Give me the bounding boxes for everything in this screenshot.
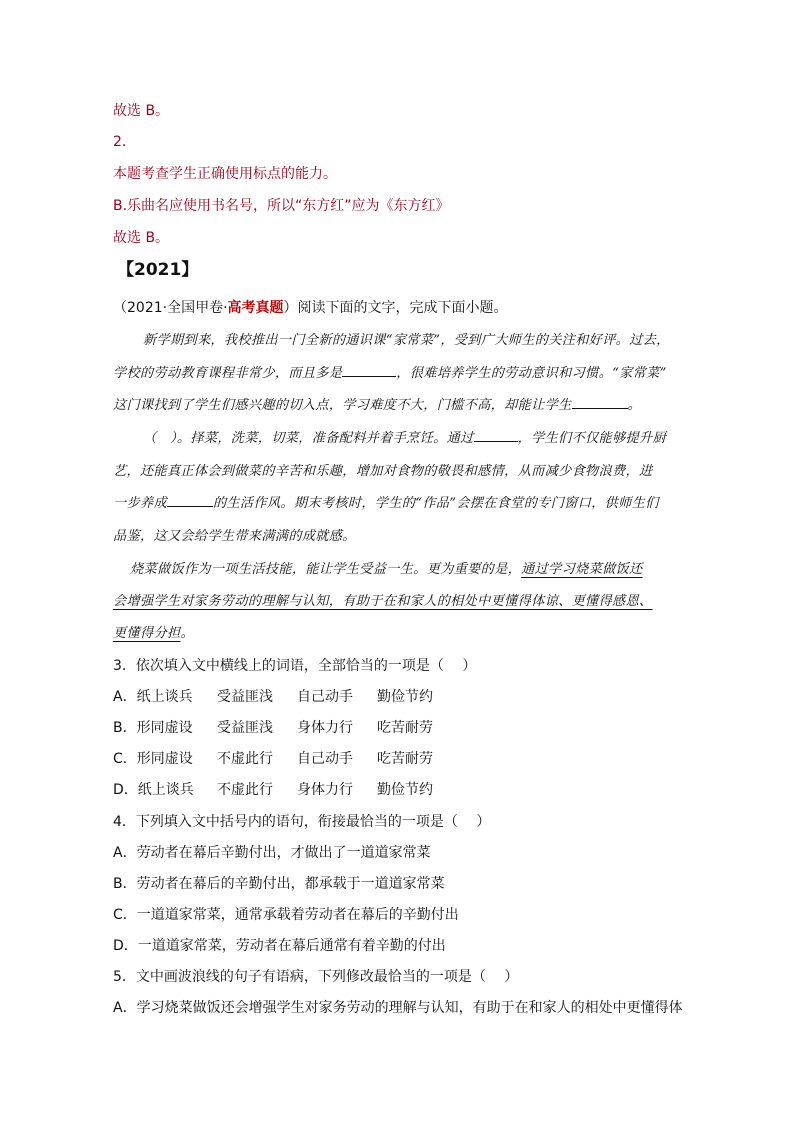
question-5-stem: 5．文中画波浪线的句子有语病，下列修改最恰当的一项是（ ）: [113, 969, 519, 985]
wavy-underlined-sentence: 通过学习烧菜做饭还: [521, 562, 643, 577]
passage-text: 的生活作风。期末考核时，学生的“作品”会摆在食堂的专门窗口，供师生们: [212, 496, 659, 511]
option-term: 身体力行: [297, 720, 353, 736]
passage-text: ，学生们不仅能够提升厨: [517, 431, 666, 446]
passage-text: 。: [180, 626, 194, 641]
question-3-option-a: [113, 687, 433, 707]
intro-prefix: （2021·全国甲卷·: [113, 300, 228, 316]
passage-p2-line3: [113, 494, 659, 514]
answer-conclusion-2: 故选 B。: [113, 230, 170, 246]
passage-text: 这门课找到了学生们感兴趣的切入点，学习难度不大，门槛不高，却能让学生: [113, 398, 572, 413]
passage-p2-line4: 品鉴，这又会给学生带来满满的成就感。: [113, 529, 356, 544]
passage-text: 。: [627, 398, 642, 413]
option-term: 吃苦耐劳: [377, 720, 433, 736]
question-4-option-b: B．劳动者在幕后的辛勤付出，都承载于一道道家常菜: [113, 876, 445, 892]
fill-blank-1: [342, 364, 396, 377]
question-4-option-a: A．劳动者在幕后辛勤付出，才做出了一道道家常菜: [113, 845, 431, 861]
exam-source-intro: [113, 298, 508, 318]
fill-blank-4: [167, 494, 213, 507]
wavy-underlined-sentence-end: 更懂得分担: [113, 626, 181, 641]
passage-p3-line1: [130, 560, 643, 580]
passage-p1-line1: 新学期到来，我校推出一门全新的通识课“家常菜”，受到广大师生的关注和好评。过去，: [143, 333, 670, 348]
question-4-stem: 4．下列填入文中括号内的语句，衔接最恰当的一项是（ ）: [113, 814, 491, 830]
option-term: 不虚此行: [217, 751, 273, 767]
passage-p1-line3: [113, 396, 641, 416]
question-3-option-c: [113, 749, 433, 769]
intro-suffix: ）阅读下面的文字，完成下面小题。: [283, 300, 508, 316]
passage-p2-line1: [143, 429, 666, 449]
intro-highlight: 高考真题: [227, 300, 284, 316]
question-3-stem: 3．依次填入文中横线上的词语，全部恰当的一项是（ ）: [113, 658, 477, 674]
option-term: B．形同虚设: [113, 720, 193, 736]
passage-text: （ ）。择菜，洗菜，切菜，准备配料并着手烹饪。通过: [143, 431, 474, 446]
option-term: A．纸上谈兵: [113, 689, 193, 705]
passage-p2-line2: 艺，还能真正体会到做菜的辛苦和乐趣，增加对食物的敬畏和感情，从而减少食物浪费，进: [113, 464, 653, 479]
question-number-2: 2．: [113, 134, 136, 150]
passage-p3-line2: 会增强学生对家务劳动的理解与认知，有助于在和家人的相处中更懂得体谅、更懂得感恩、: [113, 594, 653, 609]
passage-p1-line2: [113, 364, 667, 384]
option-term: 受益匪浅: [217, 720, 273, 736]
passage-text: 烧菜做饭作为一项生活技能，能让学生受益一生。更为重要的是，: [130, 562, 522, 577]
question-3-option-b: [113, 718, 433, 738]
passage-text: 一步养成: [113, 496, 167, 511]
fill-blank-2: [572, 396, 628, 409]
passage-text: 学校的劳动教育课程非常少，而且多是: [113, 366, 343, 381]
option-term: 不虚此行: [217, 782, 273, 798]
passage-text: ，很难培养学生的劳动意识和习惯。“家常菜”: [396, 366, 667, 381]
analysis-text: 本题考查学生正确使用标点的能力。: [113, 166, 337, 182]
question-5-option-a: A．学习烧菜做饭还会增强学生对家务劳动的理解与认知，有助于在和家人的相处中更懂得体: [113, 1000, 683, 1016]
question-3-option-d: [113, 780, 433, 800]
option-term: C．形同虚设: [113, 751, 193, 767]
fill-blank-3: [474, 429, 518, 442]
option-term: 身体力行: [297, 782, 353, 798]
year-heading: 【2021】: [117, 260, 199, 280]
option-term: 自己动手: [297, 689, 353, 705]
option-term: 勤俭节约: [377, 689, 433, 705]
explanation-text: B.乐曲名应使用书名号，所以“东方红”应为《东方红》: [113, 198, 450, 214]
question-4-option-c: C．一道道家常菜，通常承载着劳动者在幕后的辛勤付出: [113, 907, 459, 923]
option-term: D．纸上谈兵: [113, 782, 194, 798]
passage-p3-line3: [113, 624, 194, 644]
option-term: 勤俭节约: [377, 782, 433, 798]
option-term: 受益匪浅: [217, 689, 273, 705]
answer-conclusion: 故选 B。: [113, 103, 170, 119]
option-term: 吃苦耐劳: [377, 751, 433, 767]
question-4-option-d: D．一道道家常菜，劳动者在幕后通常有着辛勤的付出: [113, 938, 446, 954]
option-term: 自己动手: [297, 751, 353, 767]
